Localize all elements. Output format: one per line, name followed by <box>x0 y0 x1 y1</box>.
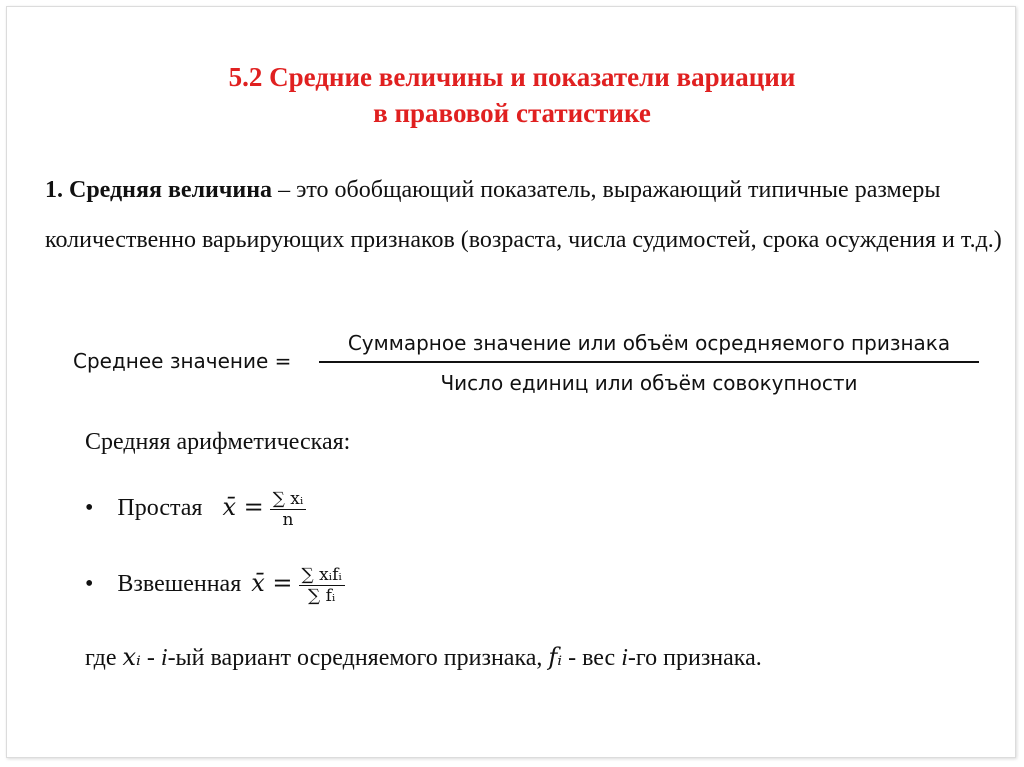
arithmetic-heading: Средняя арифметическая: <box>85 429 351 455</box>
where-text: - вес <box>562 645 622 671</box>
bullet-weighted <box>85 565 345 606</box>
where-explanation <box>85 643 762 672</box>
bullet-dot: • <box>85 571 94 598</box>
where-text: -ый вариант осредняемого признака, <box>167 645 549 671</box>
definition-paragraph <box>45 165 1010 265</box>
definition-term: 1. Средняя величина <box>45 177 273 203</box>
fraction-numerator: ∑ xᵢfᵢ <box>301 565 342 585</box>
i-symbol: i <box>621 645 628 671</box>
formula-lhs: x̄ = <box>251 569 293 598</box>
fraction-bar <box>319 361 979 363</box>
bullet-simple <box>85 489 306 530</box>
title-line-2: в правовой статистике <box>373 98 651 128</box>
bullet-label: Взвешенная <box>117 571 242 598</box>
definition-text: – это обобщающий показатель, выражающий типичные размеры количественно варьирующих признаков (возраста, числа судимостей, срока осуждения и т.д.) <box>45 177 1002 253</box>
where-text: - <box>140 645 161 671</box>
formula-numerator: Суммарное значение или объём осредняемого признака <box>347 331 951 355</box>
mean-formula <box>73 329 983 399</box>
bullet-label: Простая <box>117 495 203 522</box>
formula-lhs: Среднее значение = <box>73 349 292 373</box>
title-line-1: 5.2 Средние величины и показатели вариации <box>228 62 796 92</box>
i-symbol: i <box>160 645 168 671</box>
x-symbol: xᵢ <box>122 643 141 671</box>
fraction-denominator: n <box>270 509 307 530</box>
fraction-numerator: ∑ xᵢ <box>272 489 304 509</box>
slide-title <box>7 59 1017 131</box>
formula-denominator: Число единиц или объём совокупности <box>440 370 858 395</box>
formula-lhs: x̄ = <box>222 493 264 522</box>
simple-mean-fraction <box>270 489 307 530</box>
where-text: -го признака. <box>627 645 762 671</box>
weighted-mean-fraction <box>299 565 345 606</box>
slide <box>6 6 1016 758</box>
formula-fraction <box>319 329 979 397</box>
where-prefix: где <box>85 645 123 671</box>
bullet-dot: • <box>85 495 94 522</box>
f-symbol: fᵢ <box>548 643 563 671</box>
fraction-denominator: ∑ fᵢ <box>299 585 345 606</box>
